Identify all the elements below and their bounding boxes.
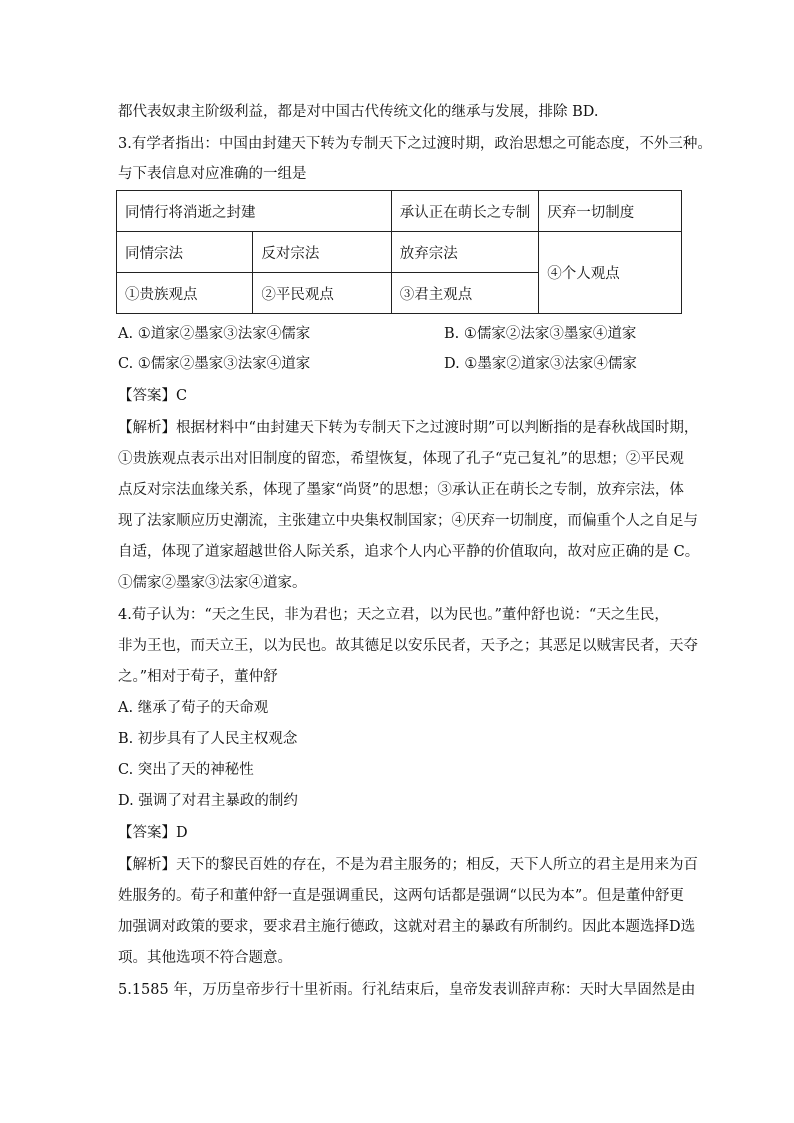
answer-label: 【答案】D <box>118 825 188 841</box>
explanation-line: ①儒家②墨家③法家④道家。 <box>118 575 307 591</box>
explanation-line: 点反对宗法血缘关系，体现了墨家“尚贤”的思想；③承认正在萌长之专制，放弃宗法，体 <box>118 482 684 498</box>
explanation-line: 自适，体现了道家超越世俗人际关系，追求个人内心平静的价值取向，故对应正确的是 C。 <box>118 544 700 560</box>
answer-label: 【答案】C <box>118 388 188 404</box>
option-a: A. ①道家②墨家③法家④儒家 <box>118 326 311 342</box>
option-d: D. 强调了对君主暴政的制约 <box>118 793 298 809</box>
table-cell: 厌弃一切制度 <box>539 191 682 232</box>
option-b: B. ①儒家②法家③墨家④道家 <box>444 326 637 342</box>
table-cell: 同情行将消逝之封建 <box>117 191 392 232</box>
table-cell: ②平民观点 <box>253 273 391 314</box>
table-cell: 放弃宗法 <box>391 232 539 273</box>
explanation-line: 加强调对政策的要求，要求君主施行德政，这就对君主的暴政有所制约。因此本题选择D选 <box>118 919 696 935</box>
question-4-stem: 4.荀子认为：“天之生民，非为君也；天之立君，以为民也。”董仲舒也说：“天之生民， <box>118 607 669 623</box>
explanation-line: 现了法家顺应历史潮流，主张建立中央集权制国家；④厌弃一切制度，而偏重个人之自足与 <box>118 513 698 529</box>
option-c: C. ①儒家②墨家③法家④道家 <box>118 356 311 372</box>
table-row <box>117 232 682 273</box>
explanation-line: 【解析】天下的黎民百姓的存在，不是为君主服务的；相反，天下人所立的君主是用来为百 <box>118 857 698 873</box>
table-cell: 反对宗法 <box>253 232 391 273</box>
option-b: B. 初步具有了人民主权观念 <box>118 731 298 747</box>
table-cell: ③君主观点 <box>391 273 539 314</box>
question-4-stem: 非为王也，而天立王，以为民也。故其德足以安乐民者，天予之；其恶足以贼害民者，天夺 <box>118 638 698 654</box>
explanation-line: 项。其他选项不符合题意。 <box>118 950 292 966</box>
explanation-line: 【解析】根据材料中“由封建天下转为专制天下之过渡时期”可以判断指的是春秋战国时期， <box>118 420 699 436</box>
paragraph-line: 都代表奴隶主阶级利益，都是对中国古代传统文化的继承与发展，排除 BD. <box>118 104 599 120</box>
explanation-line: 姓服务的。荀子和董仲舒一直是强调重民，这两句话都是强调“以民为本”。但是董仲舒更 <box>118 888 684 904</box>
option-a: A. 继承了荀子的天命观 <box>118 700 269 716</box>
table-row <box>117 191 682 232</box>
table-cell: 承认正在萌长之专制 <box>391 191 539 232</box>
question-3-table <box>116 190 682 314</box>
table-cell: 同情宗法 <box>117 232 253 273</box>
question-4-stem: 之。”相对于荀子，董仲舒 <box>118 669 278 685</box>
question-3-stem: 与下表信息对应准确的一组是 <box>118 166 307 182</box>
option-d: D. ①墨家②道家③法家④儒家 <box>444 356 637 372</box>
table-cell: ④个人观点 <box>539 232 682 314</box>
question-5-stem: 5.1585 年，万历皇帝步行十里祈雨。行礼结束后，皇帝发表训辞声称：天时大旱固然是由 <box>118 982 696 998</box>
table-cell: ①贵族观点 <box>117 273 253 314</box>
explanation-line: ①贵族观点表示出对旧制度的留恋，希望恢复，体现了孔子“克己复礼”的思想；②平民观 <box>118 451 684 467</box>
option-c: C. 突出了天的神秘性 <box>118 762 254 778</box>
question-3-stem: 3.有学者指出：中国由封建天下转为专制天下之过渡时期，政治思想之可能态度，不外三种。 <box>118 136 712 152</box>
